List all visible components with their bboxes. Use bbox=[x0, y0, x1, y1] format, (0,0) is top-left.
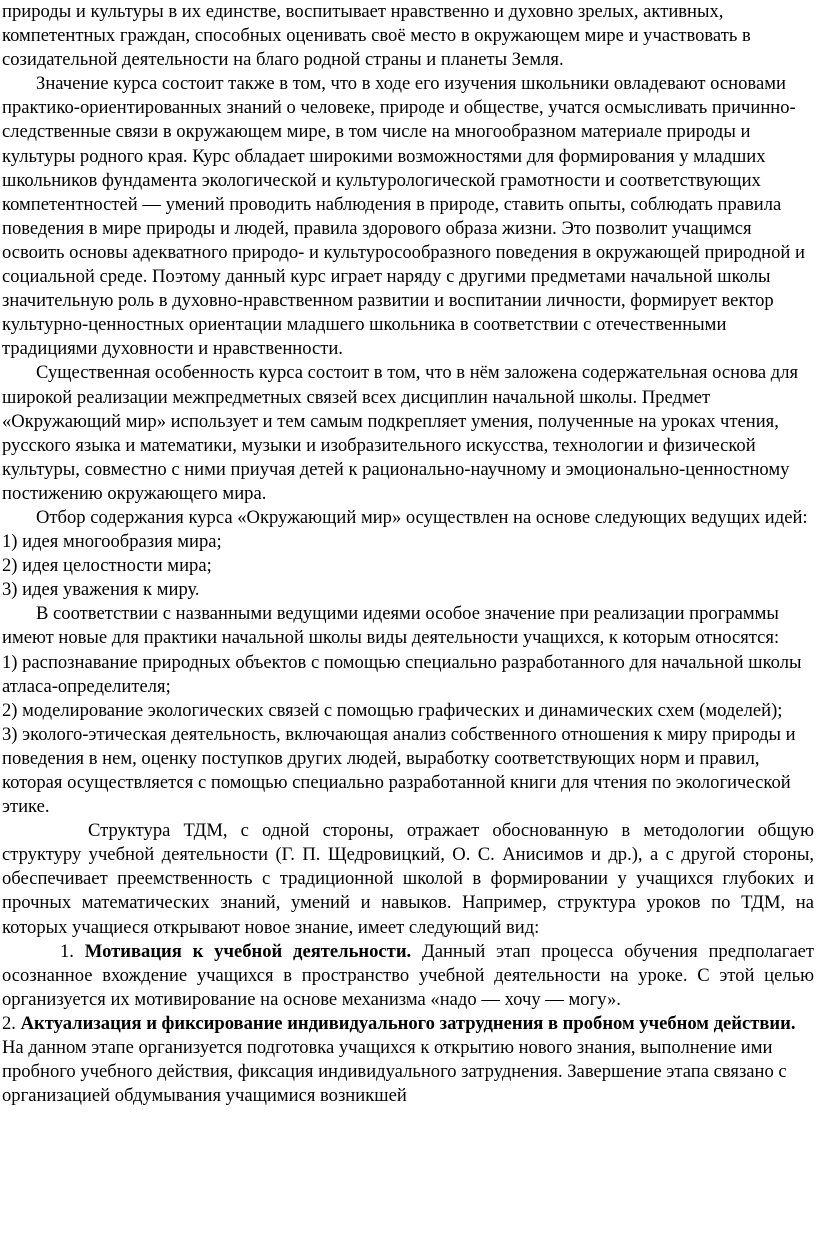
step-text: На данном этапе организуется подготовка учащихся к открытию нового знания, выполнение ими пробного учебного действия, фиксация индивидуального затруднения. Завершение этапа связано с организацией обдумывания учащимися возникшей bbox=[2, 1037, 787, 1107]
paragraph-intro-end: природы и культуры в их единстве, воспитывает нравственно и духовно зрелых, активных, компетентных граждан, способных оценивать своё место в окружающем мире и участвовать в созидательной деятельности на благо родной страны и планеты Земля. bbox=[2, 1, 751, 71]
paragraph-content-selection: Отбор содержания курса «Окружающий мир» осуществлен на основе следующих ведущих идей: bbox=[36, 506, 808, 528]
step-text: Данный этап процесса обучения предполагает осознанное вхождение учащихся в пространство учебной деятельности на уроке. С этой целью организуется их мотивирование на основе механизма «надо — хочу — могу». bbox=[2, 940, 814, 1010]
step-actualization bbox=[2, 1012, 814, 1108]
ideas-list bbox=[2, 530, 814, 602]
step-number: 1. bbox=[60, 940, 74, 962]
step-number: 2. bbox=[2, 1012, 16, 1034]
paragraph-course-feature: Существенная особенность курса состоит в том, что в нём заложена содержательная основа для широкой реализации межпредметных связей всех дисциплин начальной школы. Предмет «Окружающий мир» использует и тем самым подкрепляет умения, полученные на уроках чтения, русского языка и математики, музыки и изобразительного искусства, технологии и физической культуры, совместно с ними приучая детей к рационально-научному и эмоционально-ценностному постижению окружающего мира. bbox=[2, 362, 799, 504]
activity-item: 1) распознавание природных объектов с помощью специально разработанного для начальной школы атласа-определителя; bbox=[2, 651, 802, 697]
paragraph-tdm-structure: Структура ТДМ, с одной стороны, отражает обоснованную в методологии общую структуру учебной деятельности (Г. П. Щедровицкий, О. С. Анисимов и др.), а с другой стороны, обеспечивает преемственность с традиционной школой в формировании у учащихся глубоких и прочных математических знаний, умений и навыков. Например, структура уроков по ТДМ, на которых учащиеся открывают новое знание, имеет следующий вид: bbox=[2, 820, 814, 938]
activity-item: 3) эколого-этическая деятельность, включающая анализ собственного отношения к миру природы и поведения в нем, оценку поступков других людей, выработку соответствующих норм и правил, которая осуществляется с помощью специально разработанной книги для чтения по экологической этике. bbox=[2, 723, 796, 818]
paragraph-course-value: Значение курса состоит также в том, что в ходе его изучения школьники овладевают основами практико-ориентированных знаний о человеке, природе и обществе, учатся осмысливать причинно-следственные связи в окружающем мире, в том числе на многообразном материале природы и культуры родного края. Курс обладает широкими возможностями для формирования у младших школьников фундамента экологической и культурологической грамотности и соответствующих компетентностей — умений проводить наблюдения в природе, ставить опыты, соблюдать правила поведения в мире природы и людей, правила здорового образа жизни. Это позволит учащимся освоить основы адекватного природо- и культуросообразного поведения в окружающей природной и социальной среде. Поэтому данный курс играет наряду с другими предметами начальной школы значительную роль в духовно-нравственном развитии и воспитании личности, формирует вектор культурно-ценностных ориентации младшего школьника в соответствии с отечественными традициями духовности и нравственности. bbox=[2, 73, 805, 360]
idea-item: 2) идея целостности мира; bbox=[2, 555, 212, 577]
activity-item: 2) моделирование экологических связей с помощью графических и динамических схем (моделей); bbox=[2, 699, 783, 721]
step-title: Актуализация и фиксирование индивидуального затруднения в пробном учебном действии. bbox=[20, 1012, 796, 1034]
activities-list bbox=[2, 651, 814, 820]
step-title: Мотивация к учебной деятельности. bbox=[84, 940, 412, 962]
step-motivation bbox=[2, 940, 814, 1012]
paragraph-activities-intro: В соответствии с названными ведущими идеями особое значение при реализации программы имеют новые для практики начальной школы виды деятельности учащихся, к которым относятся: bbox=[2, 603, 780, 649]
idea-item: 3) идея уважения к миру. bbox=[2, 579, 200, 601]
idea-item: 1) идея многообразия мира; bbox=[2, 531, 222, 553]
